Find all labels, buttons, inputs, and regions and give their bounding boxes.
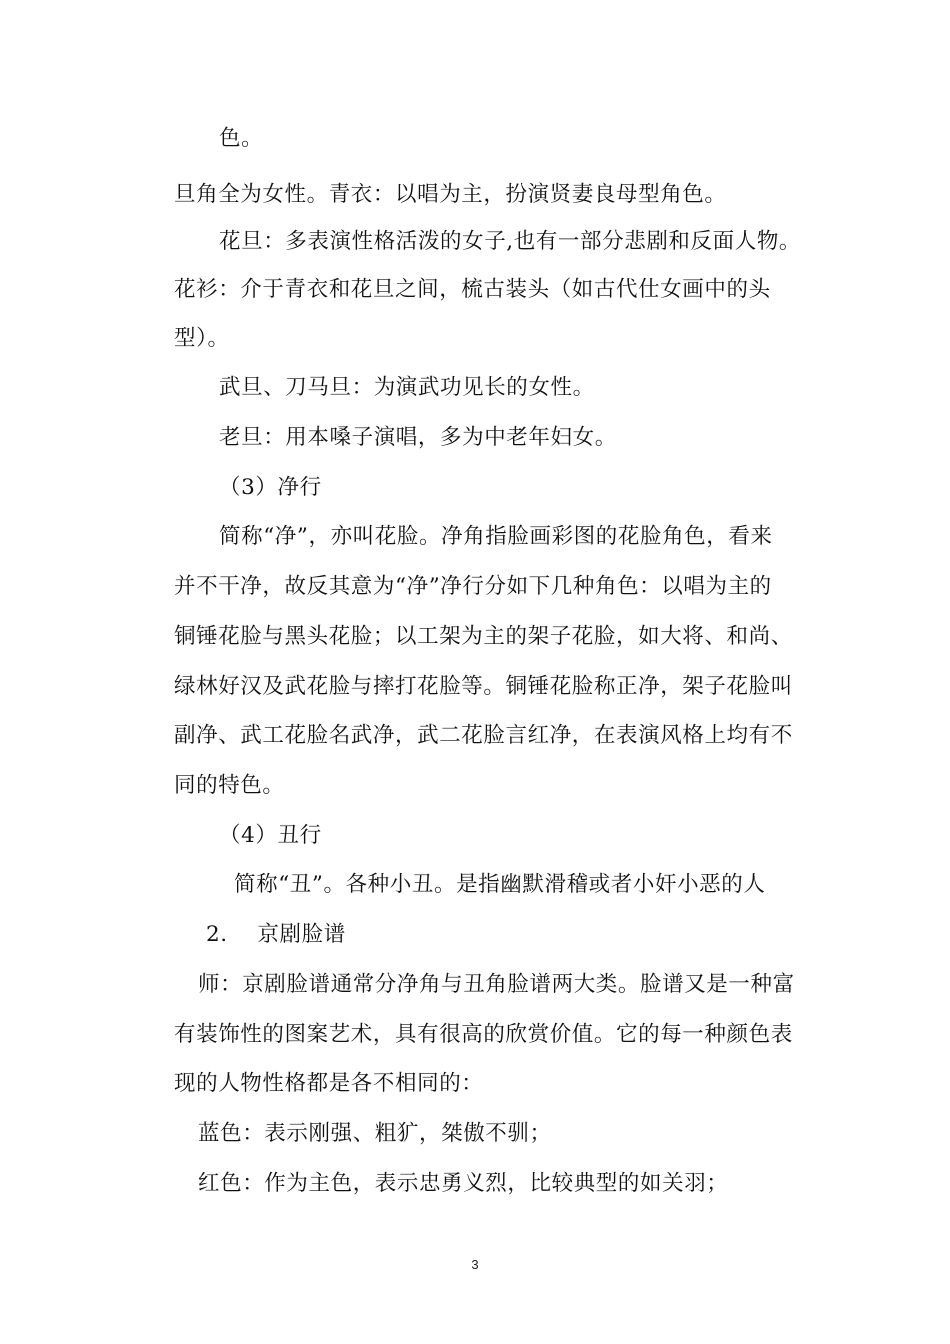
text-line: 铜锤花脸与黑头花脸；以工架为主的架子花脸，如大将、和尚、 [174, 624, 793, 649]
text-line: 并不干净，故反其意为“净”净行分如下几种角色：以唱为主的 [174, 574, 772, 599]
text-line: 绿林好汉及武花脸与摔打花脸等。铜锤花脸称正净，架子花脸叫 [174, 674, 793, 699]
text-line: 旦角全为女性。青衣：以唱为主，扮演贤妻良母型角色。 [174, 182, 727, 207]
text-line: 现的人物性格都是各不相同的： [174, 1071, 484, 1096]
text-line: 师：京剧脸谱通常分净角与丑角脸谱两大类。脸谱又是一种富 [198, 972, 795, 997]
section-heading: （4）丑行 [219, 823, 322, 848]
text-line: 蓝色：表示刚强、粗犷，桀傲不驯； [198, 1121, 552, 1146]
text-line: 简称“丑”。各种小丑。是指幽默滑稽或者小奸小恶的人 [234, 872, 766, 897]
text-line: 色。 [219, 126, 264, 151]
text-line: 简称“净”，亦叫花脸。净角指脸画彩图的花脸角色，看来 [219, 524, 773, 549]
text-line: 花旦：多表演性格活泼的女子,也有一部分悲剧和反面人物。 [219, 229, 802, 254]
text-line: 老旦：用本嗓子演唱，多为中老年妇女。 [219, 425, 617, 450]
text-line: 武旦、刀马旦：为演武功见长的女性。 [219, 375, 595, 400]
section-heading: （3）净行 [219, 475, 322, 500]
text-line: 副净、武工花脸名武净，武二花脸言红净，在表演风格上均有不 [174, 723, 793, 748]
text-line: 型）。 [174, 326, 230, 351]
text-line: 红色：作为主色，表示忠勇义烈，比较典型的如关羽； [198, 1171, 729, 1196]
text-line: 有装饰性的图案艺术，具有很高的欣赏价值。它的每一种颜色表 [174, 1022, 793, 1047]
text-line: 花衫：介于青衣和花旦之间，梳古装头（如古代仕女画中的头 [174, 277, 771, 302]
text-line: 同的特色。 [174, 773, 285, 798]
page-number: 3 [471, 1257, 479, 1272]
section-heading: 2. 京剧脸谱 [206, 922, 346, 947]
